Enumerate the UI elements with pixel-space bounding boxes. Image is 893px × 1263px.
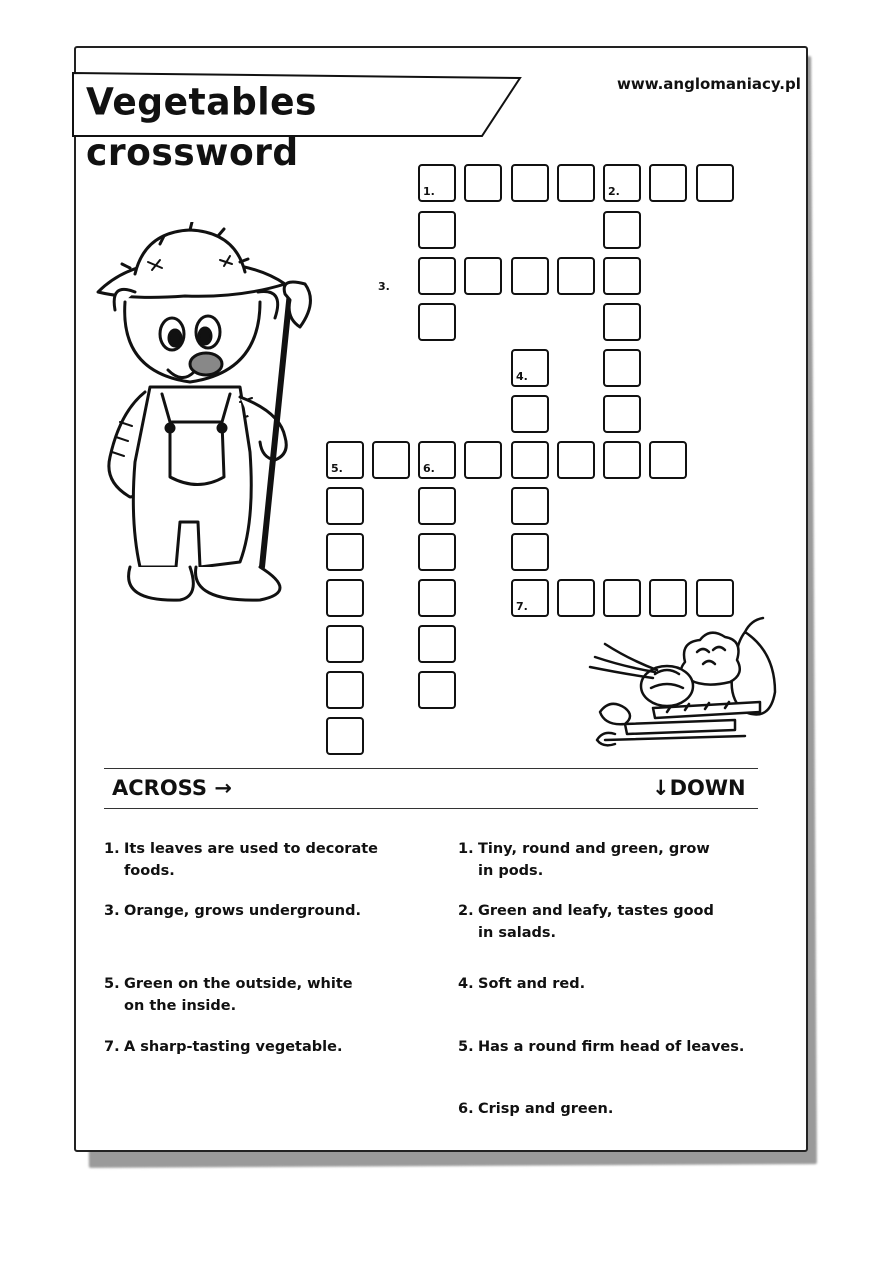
crossword-cell[interactable] bbox=[511, 533, 549, 571]
down-clue bbox=[458, 973, 778, 995]
crossword-cell[interactable] bbox=[372, 441, 410, 479]
clue-number: 2. bbox=[608, 185, 620, 198]
crossword-cell[interactable] bbox=[418, 625, 456, 663]
down-clue bbox=[458, 1098, 778, 1120]
crossword-cell[interactable] bbox=[603, 349, 641, 387]
crossword-cell[interactable] bbox=[418, 579, 456, 617]
crossword-cell[interactable] bbox=[511, 441, 549, 479]
crossword-cell[interactable] bbox=[603, 257, 641, 295]
clue-number: 1. bbox=[458, 841, 474, 857]
crossword-cell[interactable] bbox=[418, 257, 456, 295]
crossword-cell[interactable] bbox=[557, 441, 595, 479]
crossword-cell[interactable] bbox=[603, 303, 641, 341]
clue-number: 5. bbox=[331, 462, 343, 475]
crossword-cell[interactable] bbox=[326, 533, 364, 571]
title-banner bbox=[72, 72, 520, 175]
across-clue bbox=[104, 1036, 424, 1058]
clue-number: 6. bbox=[423, 462, 435, 475]
crossword-cell[interactable] bbox=[418, 671, 456, 709]
website-url[interactable]: www.anglomaniacy.pl bbox=[617, 75, 801, 93]
clue-text: A sharp-tasting vegetable. bbox=[124, 1039, 343, 1055]
crossword-cell[interactable] bbox=[418, 441, 456, 479]
clue-number: 4. bbox=[458, 976, 474, 992]
clue-text: Crisp and green. bbox=[478, 1101, 614, 1117]
crossword-cell[interactable] bbox=[603, 211, 641, 249]
crossword-cell[interactable] bbox=[326, 487, 364, 525]
crossword-cell[interactable] bbox=[511, 164, 549, 202]
clue-number: 1. bbox=[423, 185, 435, 198]
clue-number: 7. bbox=[516, 600, 528, 613]
clue-text: Orange, grows underground. bbox=[124, 903, 361, 919]
crossword-cell[interactable] bbox=[418, 211, 456, 249]
crossword-cell[interactable] bbox=[511, 395, 549, 433]
clue-text: Its leaves are used to decorate bbox=[124, 841, 379, 857]
clue-number: 1. bbox=[104, 841, 120, 857]
crossword-cell[interactable] bbox=[511, 487, 549, 525]
crossword-cell[interactable] bbox=[326, 717, 364, 755]
across-clue bbox=[104, 900, 424, 922]
clue-text: Has a round firm head of leaves. bbox=[478, 1039, 745, 1055]
clue-text-continued: in pods. bbox=[478, 863, 544, 879]
across-heading bbox=[112, 776, 232, 800]
crossword-cell[interactable] bbox=[326, 625, 364, 663]
page-title: Vegetables crossword bbox=[86, 80, 317, 175]
crossword-cell[interactable] bbox=[649, 441, 687, 479]
down-heading bbox=[652, 776, 746, 800]
clue-number: 4. bbox=[516, 370, 528, 383]
crossword-cell[interactable] bbox=[649, 164, 687, 202]
vegetables-illustration bbox=[585, 612, 797, 750]
clue-number: 7. bbox=[104, 1039, 120, 1055]
clue-text-continued: on the inside. bbox=[124, 998, 237, 1014]
crossword-cell[interactable] bbox=[326, 579, 364, 617]
crossword-cell[interactable] bbox=[603, 441, 641, 479]
crossword-cell[interactable] bbox=[418, 533, 456, 571]
down-label: DOWN bbox=[669, 776, 746, 800]
crossword-cell[interactable] bbox=[557, 164, 595, 202]
crossword-cell[interactable] bbox=[557, 257, 595, 295]
crossword-cell[interactable] bbox=[418, 164, 456, 202]
down-clue bbox=[458, 838, 778, 882]
crossword-cell[interactable] bbox=[464, 441, 502, 479]
crossword-cell[interactable] bbox=[326, 441, 364, 479]
clue-number: 3. bbox=[104, 903, 120, 919]
clue-text: Green and leafy, tastes good bbox=[478, 903, 714, 919]
pig-farmer-illustration bbox=[90, 222, 315, 612]
clue-number: 5. bbox=[104, 976, 120, 992]
crossword-cell[interactable] bbox=[418, 303, 456, 341]
clue-number: 6. bbox=[458, 1101, 474, 1117]
crossword-cell[interactable] bbox=[511, 579, 549, 617]
across-clue bbox=[104, 838, 424, 882]
clue-number: 5. bbox=[458, 1039, 474, 1055]
across-label: ACROSS bbox=[112, 776, 207, 800]
clue-text: Green on the outside, white bbox=[124, 976, 353, 992]
right-arrow-icon: → bbox=[214, 776, 232, 800]
down-arrow-icon: ↓ bbox=[652, 776, 670, 800]
crossword-cell[interactable] bbox=[418, 487, 456, 525]
crossword-cell[interactable] bbox=[326, 671, 364, 709]
clue-text: Soft and red. bbox=[478, 976, 586, 992]
down-clue bbox=[458, 1036, 788, 1058]
clue-number: 2. bbox=[458, 903, 474, 919]
crossword-cell[interactable] bbox=[603, 164, 641, 202]
crossword-cell[interactable] bbox=[603, 395, 641, 433]
divider-top bbox=[104, 768, 758, 769]
divider-bottom bbox=[104, 808, 758, 809]
crossword-cell[interactable] bbox=[696, 164, 734, 202]
down-clue bbox=[458, 900, 778, 944]
crossword-cell[interactable] bbox=[464, 164, 502, 202]
crossword-cell[interactable] bbox=[464, 257, 502, 295]
clue-text-continued: in salads. bbox=[478, 925, 557, 941]
crossword-cell[interactable] bbox=[511, 349, 549, 387]
across-clue bbox=[104, 973, 424, 1017]
clue-number: 3. bbox=[378, 280, 390, 293]
clue-text: Tiny, round and green, grow bbox=[478, 841, 710, 857]
crossword-cell[interactable] bbox=[511, 257, 549, 295]
clue-text-continued: foods. bbox=[124, 863, 175, 879]
